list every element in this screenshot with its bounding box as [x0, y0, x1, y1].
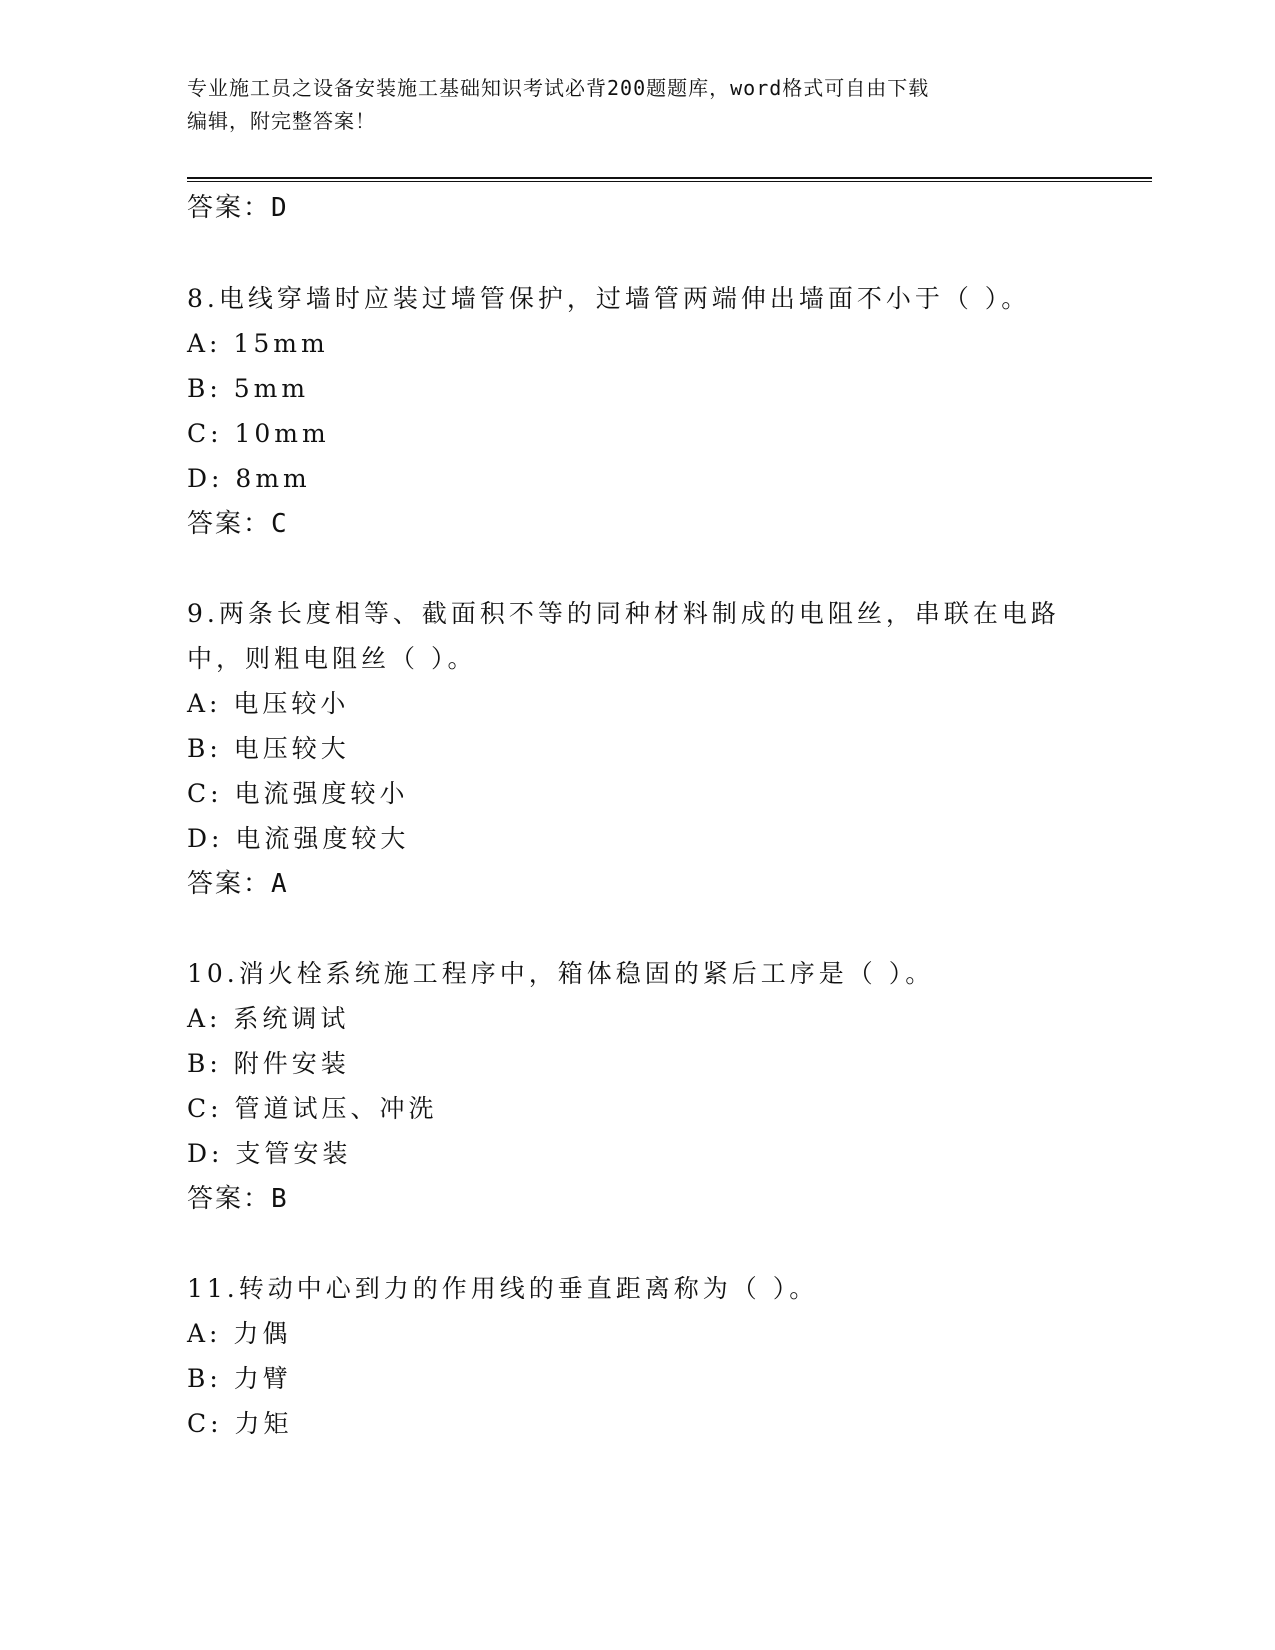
question-8-option-b: B: 5mm [187, 374, 310, 403]
question-9-option-d: D: 电流强度较大 [187, 824, 410, 853]
question-10-option-d: D: 支管安装 [187, 1139, 352, 1168]
header-divider [187, 177, 1152, 182]
page-header [187, 72, 1087, 138]
question-11-stem: 11.转动中心到力的作用线的垂直距离称为（ ）。 [187, 1274, 819, 1303]
header-title-line-1: 专业施工员之设备安装施工基础知识考试必背200题题库，word格式可自由下载 [187, 76, 930, 100]
question-9-stem-line-2: 中，则粗电阻丝（ ）。 [187, 644, 477, 673]
question-9-stem-line-1: 9.两条长度相等、截面积不等的同种材料制成的电阻丝，串联在电路 [187, 599, 1060, 628]
question-10-option-c: C: 管道试压、冲洗 [187, 1094, 438, 1123]
question-11-option-b: B: 力臂 [187, 1364, 292, 1393]
question-8-stem: 8.电线穿墙时应装过墙管保护，过墙管两端伸出墙面不小于（ ）。 [187, 284, 1031, 313]
answer-q9: 答案：A [187, 869, 289, 899]
answer-q10: 答案：B [187, 1184, 289, 1214]
header-title-line-2: 编辑，附完整答案！ [187, 109, 376, 133]
question-10-option-b: B: 附件安装 [187, 1049, 350, 1078]
question-9-option-c: C: 电流强度较小 [187, 779, 409, 808]
answer-q7: 答案：D [187, 193, 289, 223]
question-10-option-a: A: 系统调试 [187, 1004, 350, 1033]
question-8-option-d: D: 8mm [187, 464, 311, 493]
question-9-option-b: B: 电压较大 [187, 734, 350, 763]
question-11-option-a: A: 力偶 [187, 1319, 292, 1348]
answer-q8: 答案：C [187, 509, 289, 539]
question-10-stem: 10.消火栓系统施工程序中，箱体稳固的紧后工序是（ ）。 [187, 959, 935, 988]
question-8-option-a: A: 15mm [187, 329, 329, 358]
question-9-option-a: A: 电压较小 [187, 689, 350, 718]
question-11-option-c: C: 力矩 [187, 1409, 293, 1438]
question-8-option-c: C: 10mm [187, 419, 330, 448]
